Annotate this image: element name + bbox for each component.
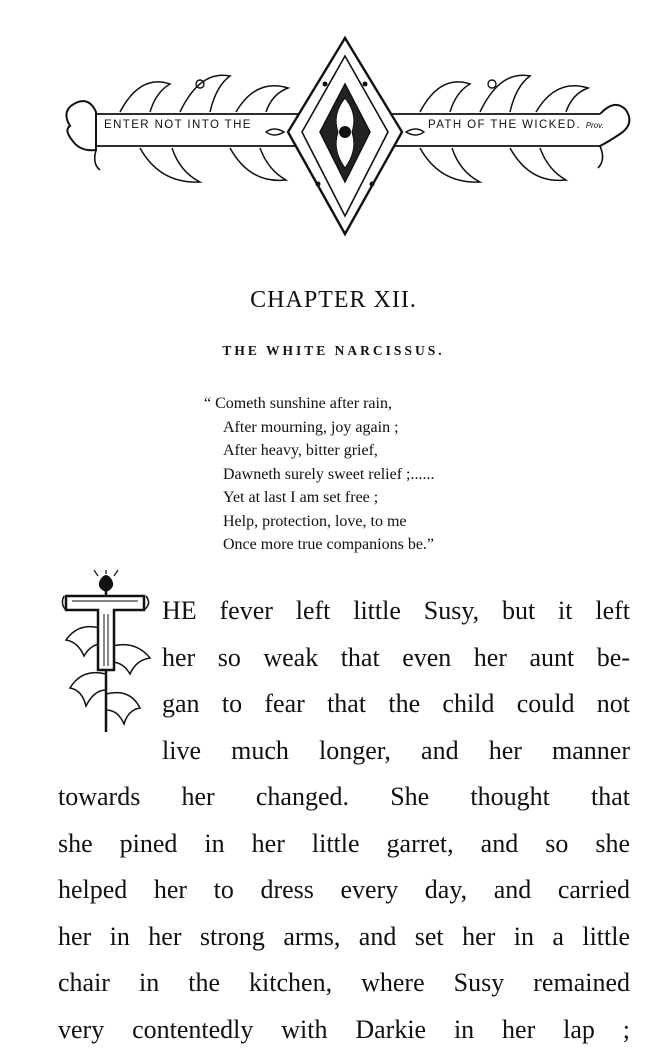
body-line: helped her to dress every day, and carried: [58, 867, 630, 914]
body-line: live much longer, and her manner: [58, 728, 630, 775]
verse-line: Once more true companions be.”: [204, 533, 434, 557]
verse-line: Yet at last I am set free ;: [204, 486, 434, 510]
body-line: her so weak that even her aunt be-: [58, 635, 630, 682]
verse-line: Help, protection, love, to me: [204, 510, 434, 534]
motto-right-main: PATH OF THE WICKED.: [428, 119, 581, 131]
chapter-header-ornament: [60, 34, 635, 239]
body-line: towards her changed. She thought that: [58, 774, 630, 821]
verse-line: “ Cometh sunshine after rain,: [204, 392, 434, 416]
body-line: very contentedly with Darkie in her lap ;: [58, 1007, 630, 1053]
body-line: gan to fear that the child could not: [58, 681, 630, 728]
verse-line: After mourning, joy again ;: [204, 416, 434, 440]
chapter-body: [58, 588, 630, 1053]
motto-left-text: ENTER NOT INTO THE: [104, 119, 252, 131]
chapter-subtitle: THE WHITE NARCISSUS.: [0, 343, 667, 359]
body-line: her in her strong arms, and set her in a little: [58, 914, 630, 961]
body-line: she pined in her little garret, and so she: [58, 821, 630, 868]
motto-reference: Prov.: [586, 121, 604, 130]
body-line: HE fever left little Susy, but it left: [58, 588, 630, 635]
body-line: chair in the kitchen, where Susy remained: [58, 960, 630, 1007]
chapter-title: CHAPTER XII.: [0, 287, 667, 314]
epigraph-verse: [204, 392, 434, 557]
verse-line: Dawneth surely sweet relief ;......: [204, 463, 434, 487]
verse-line: After heavy, bitter grief,: [204, 439, 434, 463]
motto-right-text: [428, 119, 604, 131]
